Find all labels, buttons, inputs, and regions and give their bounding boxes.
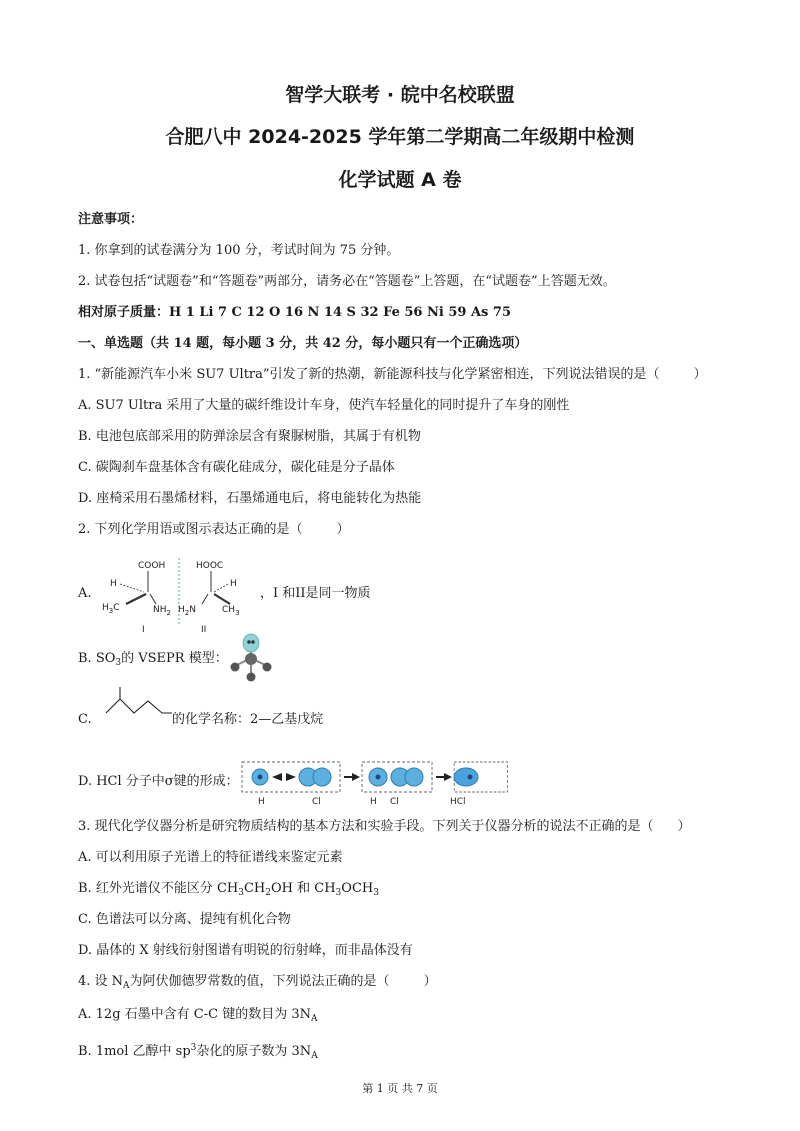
page-footer: 第 1 页 共 7 页 <box>362 1082 438 1095</box>
q4-option-a: A. 12g 石墨中含有 C-C 键的数目为 $3N_A$ <box>78 1007 318 1024</box>
h3c-label: $H_3C$ <box>102 603 120 615</box>
exam-header-line3: 化学试题 A 卷 <box>338 169 462 191</box>
q3-option-d: D. 晶体的 X 射线衍射图谱有明锐的衍射峰，而非晶体没有 <box>78 943 413 958</box>
skeletal-formula <box>100 683 172 723</box>
q2-option-a-text: ，I 和II是同一物质 <box>260 586 371 601</box>
h-label-2: H <box>230 579 237 589</box>
notice-item-2: 2. 试卷包括“试题卷”和“答题卷”两部分，请务必在“答题卷”上答题，在“试题卷”上答题无效。 <box>78 274 616 289</box>
label-h-1: H <box>258 797 265 807</box>
q3-option-c: C. 色谱法可以分离、提纯有机化合物 <box>78 912 291 927</box>
q2-enantiomer-structures <box>96 556 256 636</box>
label-h-2: H <box>370 797 377 807</box>
q1-option-a: A. SU7 Ultra 采用了大量的碳纤维设计车身，使汽车轻量化的同时提升了车身的刚性 <box>78 398 570 413</box>
structure-1-label: I <box>142 625 145 635</box>
q1-option-d: D. 座椅采用石墨烯材料，石墨烯通电后，将电能转化为热能 <box>78 491 422 506</box>
h-label: H <box>110 579 117 589</box>
structure-2-label: II <box>201 625 207 635</box>
cooh-label: COOH <box>138 561 166 571</box>
atomic-masses: 相对原子质量：H 1 Li 7 C 12 O 16 N 14 S 32 Fe 56 Ni 59 As 75 <box>78 305 511 320</box>
exam-header-line2: 合肥八中 2024-2025 学年第二学期高二年级期中检测 <box>165 126 635 148</box>
q1-stem: 1. “新能源汽车小米 SU7 Ultra”引发了新的热潮，新能源科技与化学紧密相连，下列说法错误的是（ ） <box>78 367 707 382</box>
exam-header-line1: 智学大联考 · 皖中名校联盟 <box>285 84 515 106</box>
notice-heading: 注意事项： <box>78 212 144 227</box>
q2-stem: 2. 下列化学用语或图示表达正确的是（ ） <box>78 522 350 537</box>
hooc-label: HOOC <box>196 561 224 571</box>
so3-vsepr-model <box>225 632 277 684</box>
q3-stem: 3. 现代化学仪器分析是研究物质结构的基本方法和实验手段。下列关于仪器分析的说法不正确的是（ ） <box>78 819 691 834</box>
ch3-label: $CH_3$ <box>222 605 240 617</box>
hcl-sigma-bond-diagram <box>240 760 480 810</box>
q2-option-a-label: A. <box>78 586 92 601</box>
notice-item-1: 1. 你拿到的试卷满分为 100 分，考试时间为 75 分钟。 <box>78 243 400 258</box>
nh2-label: $NH_2$ <box>153 605 171 617</box>
q2-option-d-text: D. HCl 分子中σ键的形成： <box>78 774 239 789</box>
q2-option-b: B. $SO_3$的 VSEPR 模型： <box>78 651 228 668</box>
q3-option-b: B. 红外光谱仪不能区分 $CH_3CH_2OH$ 和 $CH_3OCH_3$ <box>78 881 379 898</box>
label-cl-1: Cl <box>312 797 321 807</box>
label-cl-2: Cl <box>390 797 399 807</box>
q2-option-c-text: 的化学名称：2—乙基戊烷 <box>172 712 324 727</box>
q3-option-a: A. 可以利用原子光谱上的特征谱线来鉴定元素 <box>78 850 343 865</box>
q1-option-c: C. 碳陶刹车盘基体含有碳化硅成分，碳化硅是分子晶体 <box>78 460 395 475</box>
q1-option-b: B. 电池包底部采用的防弹涂层含有聚脲树脂，其属于有机物 <box>78 429 421 444</box>
label-hcl: HCl <box>450 797 466 807</box>
section1-heading: 一、单选题（共 14 题，每小题 3 分，共 42 分，每小题只有一个正确选项） <box>78 336 528 351</box>
q4-stem: 4. 设 $N_A$为阿伏伽德罗常数的值，下列说法正确的是（ ） <box>78 974 437 991</box>
q2-option-c-label: C. <box>78 712 92 727</box>
q4-option-b: B. 1mol 乙醇中 $sp^3$杂化的原子数为 $3N_A$ <box>78 1043 318 1061</box>
h2n-label: $H_2N$ <box>178 605 196 617</box>
